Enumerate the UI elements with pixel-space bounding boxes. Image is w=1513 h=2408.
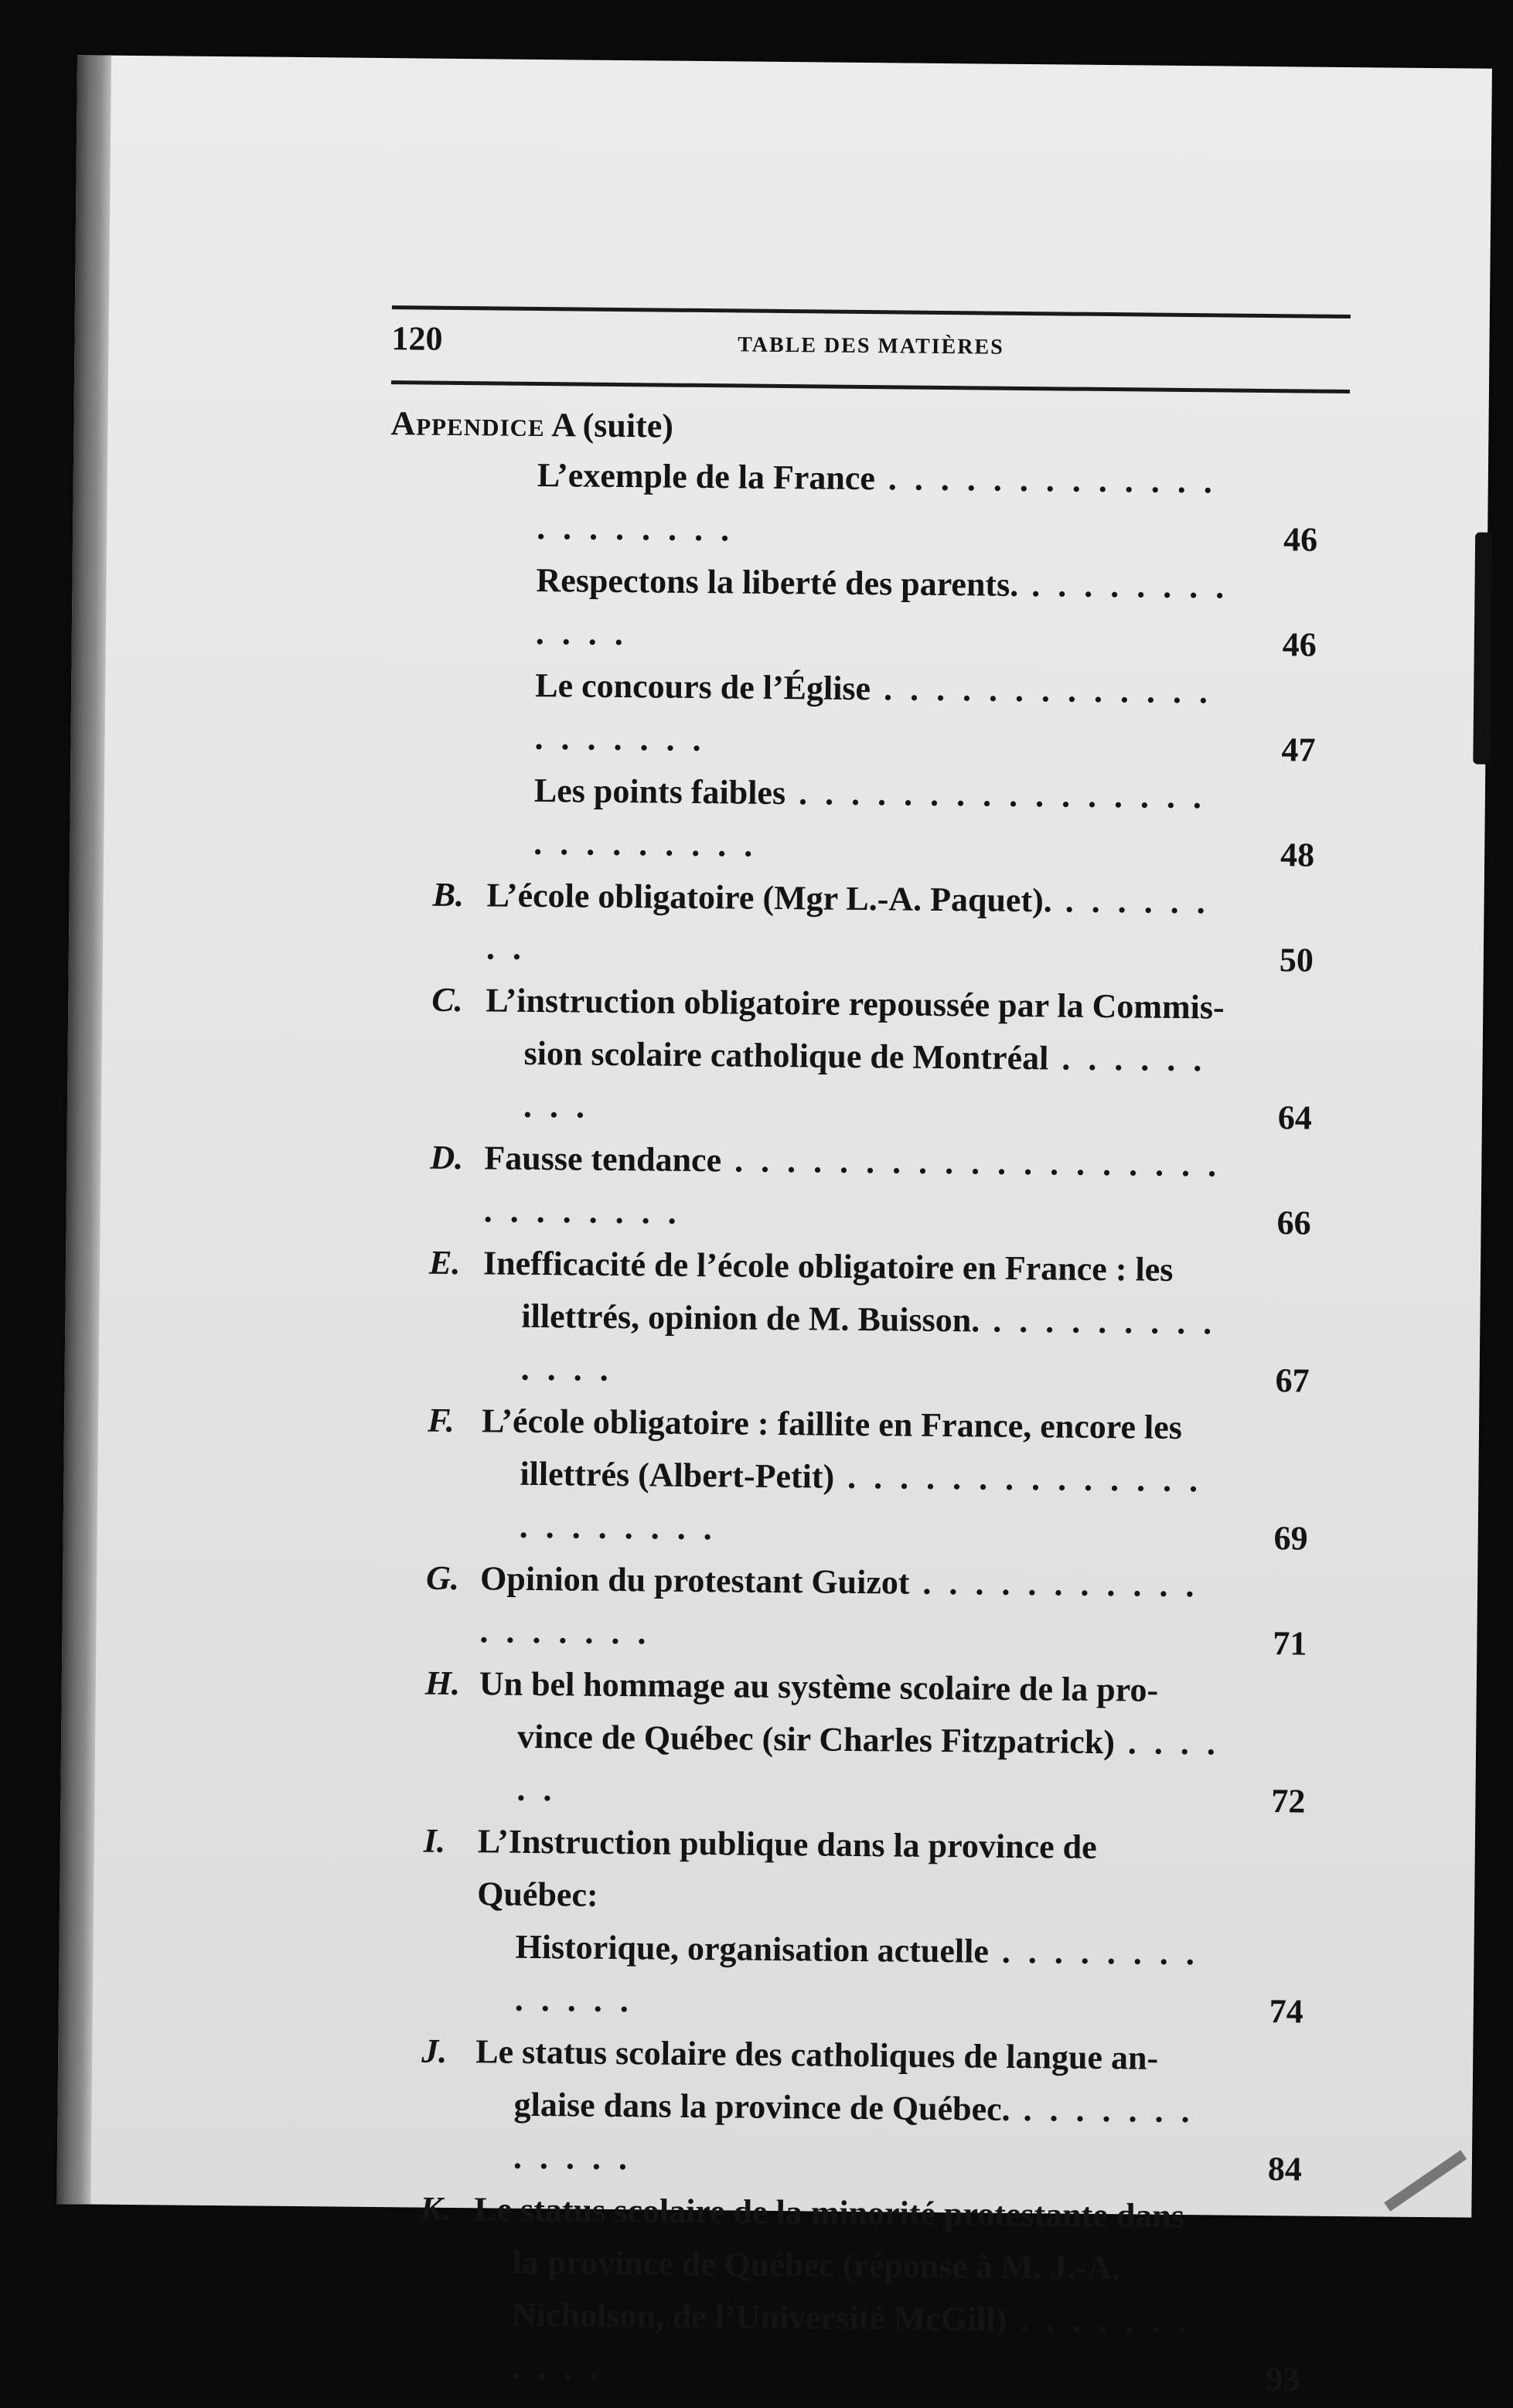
leader-dots: . . . . . . . . . . . . . [520,1301,1217,1388]
entry-title-text: illettrés (Albert-Petit) [520,1454,835,1496]
entry-page-number: 66 [1276,1204,1311,1242]
toc-entry [387,763,1346,877]
entry-letter: J. [421,2032,448,2070]
entry-title [482,1237,1225,1402]
entry-title-line [486,974,1228,1034]
toc-entry [379,1551,1338,1666]
leader-dots: . . . . . . . . . . . [511,2300,1191,2387]
entry-title-text: Inefficacité de l’école obligatoire en France : les [482,1244,1174,1289]
entry-title-text: L’exemple de la France [537,455,876,498]
entry-title-line [486,869,1229,981]
entry-title-text: illettrés, opinion de M. Buisson. [521,1296,980,1340]
entry-title-line [482,1289,1225,1402]
entry-title [536,554,1232,666]
entry-title-line [479,1552,1222,1664]
entry-letter: C. [431,980,463,1020]
toc-entry [374,2025,1334,2192]
entry-title-text: Le status scolaire de la minorité protestante dans [474,2190,1185,2236]
bookmark-ribbon [1384,2150,1467,2211]
entry-title-text: Historique, organisation actuelle [515,1927,990,1970]
entry-letter: H. [424,1664,461,1703]
entry-title-line [475,2078,1218,2190]
entry-letter: I. [423,1821,446,1860]
entry-page-number: 48 [1280,836,1315,874]
entry-title [483,1132,1226,1244]
toc-entry [390,448,1349,562]
entry-title-line [473,2236,1216,2295]
entry-page-number: 71 [1273,1624,1307,1663]
entry-title-text: Les points faibles [533,771,786,812]
section-lead: Appendice [390,404,545,444]
entry-page-number: 67 [1275,1361,1310,1400]
entry-letter: G. [425,1558,460,1598]
toc-entry [377,1657,1338,1824]
page-header [391,309,1351,390]
entry-title-text: Respectons la liberté des parents. [536,560,1019,604]
entry-page-number: 84 [1267,2150,1303,2188]
leader-dots: . . . . . . . . . . . . [535,565,1229,653]
entry-title-text: L’école obligatoire : faillite en France, encore les [481,1402,1183,1447]
page-binding-edge [56,55,111,2204]
entry-title-line [533,765,1230,877]
entry-title-line [534,659,1231,771]
entry-title-text: glaise dans la province de Québec. [513,2085,1010,2128]
entry-page-number: 50 [1279,941,1314,979]
entry-title-line [478,1710,1221,1822]
entry-title [533,765,1230,877]
entry-title [480,1395,1224,1559]
toc-entry [381,1236,1341,1403]
entry-page-number: 46 [1283,520,1318,559]
entry-letter: D. [430,1138,464,1177]
entry-title-line [483,1237,1226,1296]
entry-title-line [482,1395,1225,1454]
entry-title-text: Fausse tendance [484,1139,722,1180]
toc-entry [384,973,1344,1140]
page-tab-marker [1473,533,1492,765]
entry-title [485,974,1228,1139]
entry-page-number: 64 [1277,1098,1313,1137]
entry-page-number: 47 [1281,731,1316,769]
entry-page-number: 69 [1273,1519,1308,1558]
toc-entries [372,448,1349,2402]
leader-dots: . . . . . . . . . . . . . . . . . . . . . [536,459,1218,549]
entry-title [534,659,1231,771]
entry-page-number: 72 [1271,1782,1306,1820]
entry-title [478,1657,1222,1822]
leader-dots: . . . . . . . . . . . . . . . . . . . . . . . . . [533,774,1207,864]
toc-entry [389,553,1348,667]
entry-letter: E. [428,1243,461,1282]
leader-dots: . . . . . . . . . [523,1039,1207,1126]
entry-title [475,2025,1218,2190]
entry-title [537,449,1233,561]
entry-title-line [479,1657,1222,1717]
entry-title-text: Opinion du protestant Guizot [479,1559,910,1602]
entry-title-line [480,1447,1223,1559]
book-page [56,55,1492,2399]
entry-title [472,2183,1217,2400]
toc-entry [372,2182,1333,2402]
entry-title-line [483,1132,1226,1244]
table-of-contents [372,305,1351,2402]
page-number: 120 [391,319,443,358]
leader-dots: . . . . . . . . [486,881,1211,967]
leader-dots: . . . . . . . . . . . . . [514,1932,1200,2020]
toc-entry [387,658,1347,772]
leader-dots: . . . . . . . . . . . . [513,2090,1194,2178]
toc-entry [376,1814,1337,2034]
entry-title [486,869,1229,981]
entry-title-line [472,2288,1215,2400]
leader-dots: . . . . . . . . . . . . . . . . . . . . [534,669,1213,759]
entry-letter: F. [427,1401,455,1439]
entry-letter: B. [432,875,465,914]
entry-title-text: Le status scolaire des catholiques de langue an- [475,2032,1159,2077]
entry-title-text: sion scolaire catholique de Montréal [523,1034,1049,1078]
entry-letter: K. [420,2189,452,2228]
entry-title-line [476,1920,1219,2032]
entry-page-number: 46 [1282,625,1317,664]
entry-title-line [475,2025,1218,2085]
leader-dots: . . . . . . . . . . . . . . . . . . . . . . . . . . . [483,1141,1222,1231]
running-title: TABLE DES MATIÈRES [738,332,1004,359]
entry-title-text: Le concours de l’Église [535,666,871,708]
entry-title-text: vince de Québec (sir Charles Fitzpatrick) [516,1717,1116,1762]
toc-entry [386,868,1345,983]
entry-title-line [477,1815,1220,1927]
toc-entry [383,1131,1342,1245]
entry-title-text: L’instruction obligatoire repoussée par la Commis- [486,981,1225,1027]
entry-title-text: L’école obligatoire (Mgr L.-A. Paquet). [486,876,1053,920]
entry-title [476,1815,1221,2032]
leader-dots: . . . . . . . . . . . . . . . . . . . . . . [519,1457,1203,1548]
entry-page-number: 74 [1269,1992,1304,2031]
leader-dots: . . . . . . . . . . . . . . . . . . [479,1563,1199,1652]
section-title: A (suite) [551,406,674,445]
leader-dots: . . . . . . [516,1723,1221,1809]
entry-title-text: la province de Québec (réponse à M. J.-A. [512,2243,1121,2287]
toc-entry [380,1394,1340,1561]
entry-title-text: L’Instruction publique dans la province de Québec: [476,1822,1097,1914]
entry-title-line [537,449,1233,561]
entry-page-number: 93 [1266,2360,1300,2399]
entry-title [479,1552,1222,1664]
entry-title-text: Un bel hommage au système scolaire de la pro- [479,1664,1159,1709]
entry-title-line [536,554,1232,666]
entry-title-line [474,2183,1217,2243]
entry-title-text: Nicholson, de l’Université McGill) [511,2295,1007,2338]
entry-title-line [485,1027,1228,1139]
